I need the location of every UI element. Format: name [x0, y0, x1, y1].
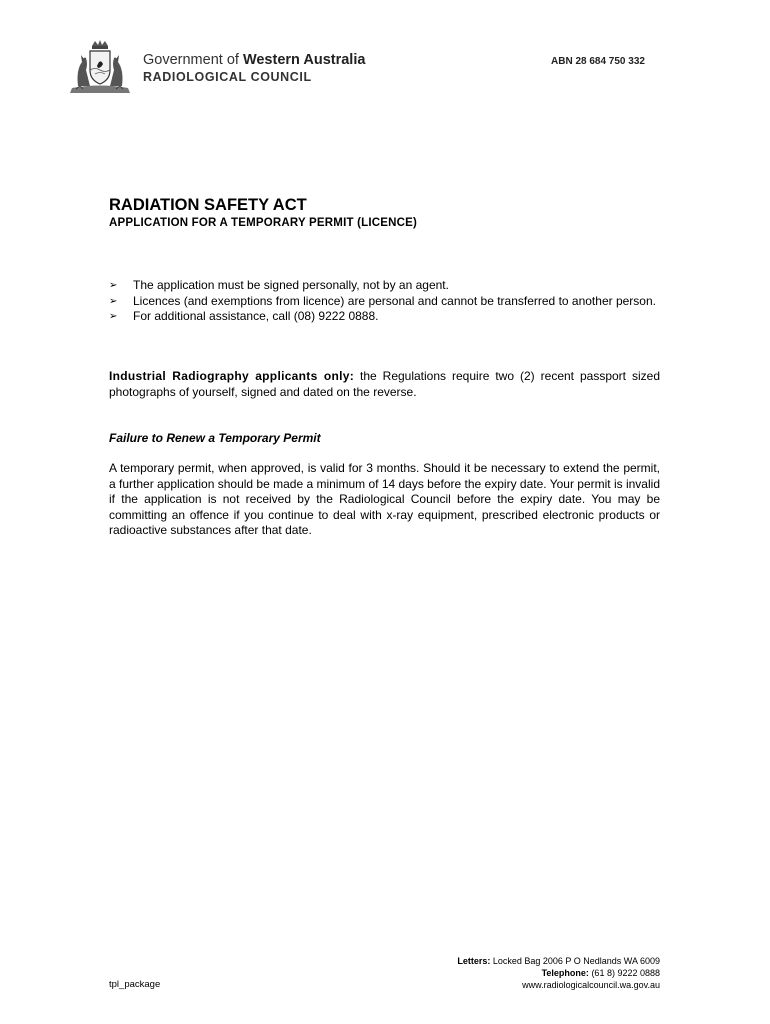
arrow-bullet-icon: ➢ — [109, 311, 118, 322]
document-subtitle: APPLICATION FOR A TEMPORARY PERMIT (LICENCE) — [109, 217, 418, 229]
arrow-bullet-icon: ➢ — [109, 280, 118, 291]
letters-address: Locked Bag 2006 P O Nedlands WA 6009 — [490, 956, 660, 966]
government-prefix: Government of — [143, 52, 243, 68]
photo-requirement-paragraph — [109, 369, 660, 400]
letters-label: Letters: — [457, 956, 491, 966]
council-name: RADIOLOGICAL COUNCIL — [143, 70, 312, 84]
list-item — [109, 294, 664, 310]
website-line: www.radiologicalcouncil.wa.gov.au — [522, 980, 660, 990]
list-item — [109, 278, 664, 294]
coat-of-arms-logo — [68, 40, 132, 94]
instructions-list — [109, 278, 664, 325]
telephone-label: Telephone: — [541, 968, 589, 978]
list-item — [109, 309, 664, 325]
list-item-text: The application must be signed personally, not by an agent. — [133, 278, 449, 292]
telephone-number: (61 8) 9222 0888 — [588, 968, 660, 978]
template-id: tpl_package — [109, 979, 161, 990]
renewal-heading: Failure to Renew a Temporary Permit — [109, 431, 321, 445]
telephone-line — [420, 967, 660, 979]
list-item-text: Licences (and exemptions from licence) are personal and cannot be transferred to another person. — [133, 293, 656, 308]
arrow-bullet-icon: ➢ — [109, 295, 118, 307]
document-title: RADIATION SAFETY ACT — [109, 196, 307, 214]
renewal-paragraph: A temporary permit, when approved, is valid for 3 months. Should it be necessary to extend the permit, a further application should be made a minimum of 14 days before the expiry date. Your permit is invalid if the application is not received by the Radiological Council before the expiry date. You may be committing an offence if you continue to deal with x-ray equipment, prescribed electronic products or radioactive substances after that date. — [109, 461, 660, 537]
abn-number: ABN 28 684 750 332 — [551, 56, 645, 67]
government-name — [143, 52, 365, 68]
letters-line — [420, 955, 660, 967]
photo-requirement-label: Industrial Radiography applicants only: — [109, 369, 355, 383]
photo-requirement-text: the Regulations require two (2) recent passport sized photographs of yourself, signed and dated on the reverse. — [109, 369, 660, 399]
list-item-text: For additional assistance, call (08) 9222 0888. — [133, 309, 379, 323]
contact-footer — [420, 955, 660, 991]
government-state: Western Australia — [242, 52, 366, 68]
